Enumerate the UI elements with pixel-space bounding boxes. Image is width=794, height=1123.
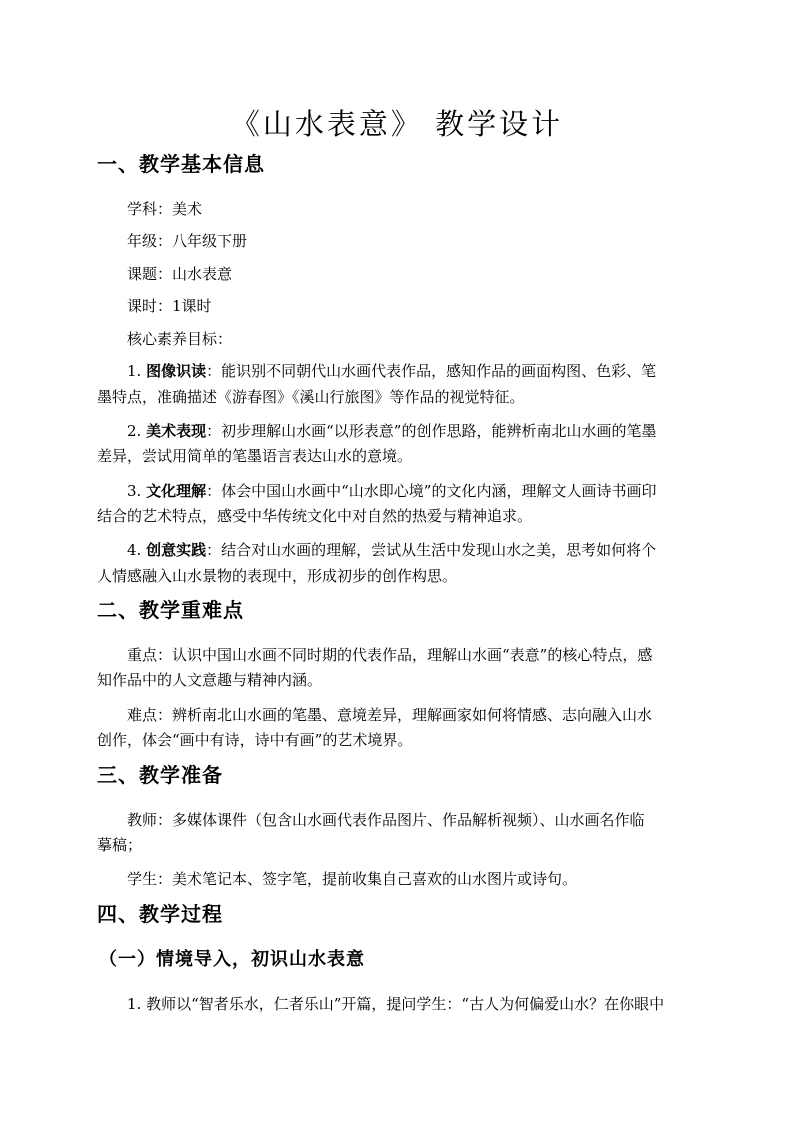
goal-4-text: ：结合对山水画的理解，尝试从生活中发现山水之美，思考如何将个 [206, 541, 657, 559]
key-point-line-1: 重点：认识中国山水画不同时期的代表作品，理解山水画“表意”的核心特点，感 [127, 646, 653, 664]
goal-4-number: 4. [127, 541, 147, 559]
info-topic: 课题：山水表意 [127, 265, 233, 283]
goal-1-line-1 [127, 360, 697, 382]
process-1-line-1: 1. 教师以“智者乐水，仁者乐山”开篇，提问学生：“古人为何偏爱山水？在你眼中 [127, 995, 665, 1013]
goal-2-line-1 [127, 420, 656, 442]
goal-1-term: 图像识读 [146, 362, 207, 380]
goal-3-line-2: 结合的艺术特点，感受中华传统文化中对自然的热爱与精神追求。 [97, 507, 533, 525]
difficulty-line-2: 创作，体会“画中有诗，诗中有画”的艺术境界。 [97, 731, 413, 749]
goal-3-line-1 [127, 480, 656, 502]
goal-3-text: ：体会中国山水画中“山水即心境”的文化内涵，理解文人画诗书画印 [206, 482, 657, 500]
goals-label: 核心素养目标： [127, 330, 233, 348]
goal-2-text: ：初步理解山水画“以形表意”的创作思路，能辨析南北山水画的笔墨 [206, 422, 657, 440]
teacher-prep-line-1: 教师：多媒体课件（包含山水画代表作品图片、作品解析视频）、山水画名作临 [127, 811, 645, 829]
section-4-heading: 四、教学过程 [97, 902, 223, 926]
goal-1-line-2: 墨特点，准确描述《游春图》《溪山行旅图》等作品的视觉特征。 [97, 388, 525, 406]
document-title: 《山水表意》 教学设计 [230, 107, 564, 141]
teacher-prep-line-2: 摹稿； [97, 836, 143, 854]
goal-4-line-1 [127, 539, 656, 561]
goal-2-number: 2. [127, 422, 147, 440]
goal-1-number: 1. [127, 362, 147, 380]
subsection-1-heading: （一）情境导入，初识山水表意 [99, 949, 365, 970]
goal-2-line-2: 差异，尝试用简单的笔墨语言表达山水的意境。 [97, 447, 413, 465]
goal-3-term: 文化理解 [146, 482, 207, 500]
goal-1-text: ：能识别不同朝代山水画代表作品，感知作品的画面构图、色彩、笔 [206, 362, 657, 380]
section-1-heading: 一、教学基本信息 [97, 152, 265, 176]
section-3-heading: 三、教学准备 [97, 763, 223, 787]
info-grade: 年级：八年级下册 [127, 232, 248, 250]
goal-3-number: 3. [127, 482, 147, 500]
info-subject: 学科：美术 [127, 200, 203, 218]
info-period: 课时：1课时 [127, 297, 212, 315]
key-point-line-2: 知作品中的人文意趣与精神内涵。 [97, 671, 323, 689]
student-prep: 学生：美术笔记本、签字笔，提前收集自己喜欢的山水图片或诗句。 [127, 870, 578, 888]
goal-4-line-2: 人情感融入山水景物的表现中，形成初步的创作构思。 [97, 567, 458, 585]
goal-4-term: 创意实践 [146, 541, 207, 559]
section-2-heading: 二、教学重难点 [97, 598, 244, 622]
goal-2-term: 美术表现 [146, 422, 207, 440]
difficulty-line-1: 难点：辨析南北山水画的笔墨、意境差异，理解画家如何将情感、志向融入山水 [127, 706, 653, 724]
